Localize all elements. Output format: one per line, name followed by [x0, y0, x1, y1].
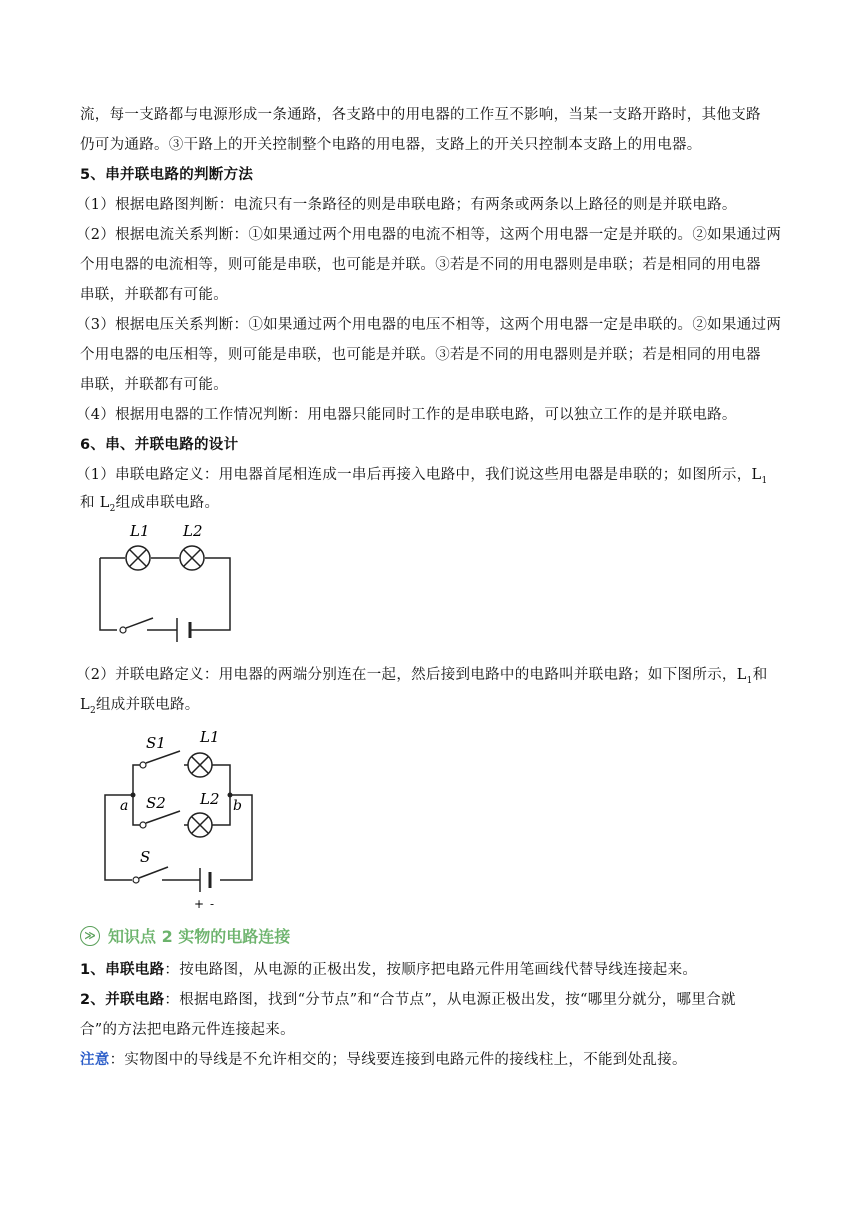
section-heading-5: 5、串并联电路的判断方法 — [80, 167, 254, 183]
paragraph-line: 仍可为通路。③干路上的开关控制整个电路的用电器，支路上的开关只控制本支路上的用电器。 — [80, 137, 702, 153]
rule-2-cont: 串联，并联都有可能。 — [80, 287, 228, 303]
note-label: 注意 — [80, 1052, 110, 1068]
series-definition-text: （1）串联电路定义：用电器首尾相连成一串后再接入电路中，我们说这些用电器是串联的；如图所示，L — [76, 467, 762, 483]
series-circuit-diagram — [95, 518, 240, 643]
item-label: 1、串联电路 — [80, 962, 165, 978]
rule-2: （2）根据电流关系判断：①如果通过两个用电器的电流不相等，这两个用电器一定是并联的。②如果通过两 — [76, 227, 782, 243]
item-text: ：根据电路图，找到“分节点”和“合节点”，从电源正极出发，按“哪里分就分，哪里合就 — [164, 992, 736, 1008]
rule-2-cont: 个用电器的电流相等，则可能是串联，也可能是并联。③若是不同的用电器则是串联；若是相同的用电器 — [80, 257, 761, 273]
parallel-connection-cont: 合”的方法把电路元件连接起来。 — [80, 1022, 295, 1038]
fig2-label-s2: S2 — [146, 794, 166, 812]
rule-1: （1）根据电路图判断：电流只有一条路径的则是串联电路；有两条或两条以上路径的则是并联电路。 — [76, 197, 737, 213]
parallel-connection-item — [80, 990, 736, 1010]
text: 和 L — [80, 495, 110, 511]
text: 组成并联电路。 — [95, 697, 200, 713]
fig1-label-l2: L2 — [183, 522, 203, 540]
fig2-label-b: b — [233, 798, 242, 814]
series-definition — [76, 465, 767, 491]
parallel-definition-text: （2）并联电路定义：用电器的两端分别连在一起，然后接到电路中的电路叫并联电路；如下图所示，L — [76, 667, 747, 683]
note-text: ：实物图中的导线是不允许相交的；导线要连接到电路元件的接线柱上，不能到处乱接。 — [109, 1052, 687, 1068]
fig2-label-a: a — [120, 798, 129, 814]
parallel-definition — [76, 665, 768, 691]
series-definition-cont — [80, 493, 219, 519]
fig2-label-l2: L2 — [200, 790, 220, 808]
note — [80, 1050, 687, 1070]
parallel-definition-cont — [80, 695, 200, 721]
fig2-label-s1: S1 — [146, 734, 166, 752]
series-connection-item — [80, 960, 697, 980]
rule-3: （3）根据电压关系判断：①如果通过两个用电器的电压不相等，这两个用电器一定是串联的。②如果通过两 — [76, 317, 782, 333]
text: L — [80, 697, 90, 713]
rule-3-cont: 个用电器的电压相等，则可能是串联，也可能是并联。③若是不同的用电器则是并联；若是相同的用电器 — [80, 347, 761, 363]
fig2-label-l1: L1 — [200, 728, 220, 746]
fig2-label-minus: - — [210, 897, 215, 910]
text: 组成串联电路。 — [115, 495, 220, 511]
section-heading-6: 6、串、并联电路的设计 — [80, 437, 239, 453]
knowledge-point-title: 知识点 2 实物的电路连接 — [108, 927, 291, 946]
parallel-circuit-diagram — [100, 720, 260, 910]
knowledge-point-heading — [80, 924, 290, 947]
paragraph-line: 流，每一支路都与电源形成一条通路，各支路中的用电器的工作互不影响，当某一支路开路时，其他支路 — [80, 107, 761, 123]
item-text: ：按电路图，从电源的正极出发，按顺序把电路元件用笔画线代替导线连接起来。 — [164, 962, 698, 978]
subscript: 1 — [761, 475, 768, 486]
subscript: 2 — [109, 503, 116, 514]
fig2-label-plus: + — [194, 897, 205, 910]
item-label: 2、并联电路 — [80, 992, 165, 1008]
text: 和 — [752, 667, 768, 683]
rule-3-cont: 串联，并联都有可能。 — [80, 377, 228, 393]
rule-4: （4）根据用电器的工作情况判断：用电器只能同时工作的是串联电路，可以独立工作的是并联电路。 — [76, 407, 737, 423]
double-chevron-icon: ≫ — [80, 926, 100, 946]
subscript: 2 — [89, 705, 96, 716]
fig2-label-s: S — [140, 848, 151, 866]
subscript: 1 — [746, 675, 753, 686]
fig1-label-l1: L1 — [130, 522, 150, 540]
